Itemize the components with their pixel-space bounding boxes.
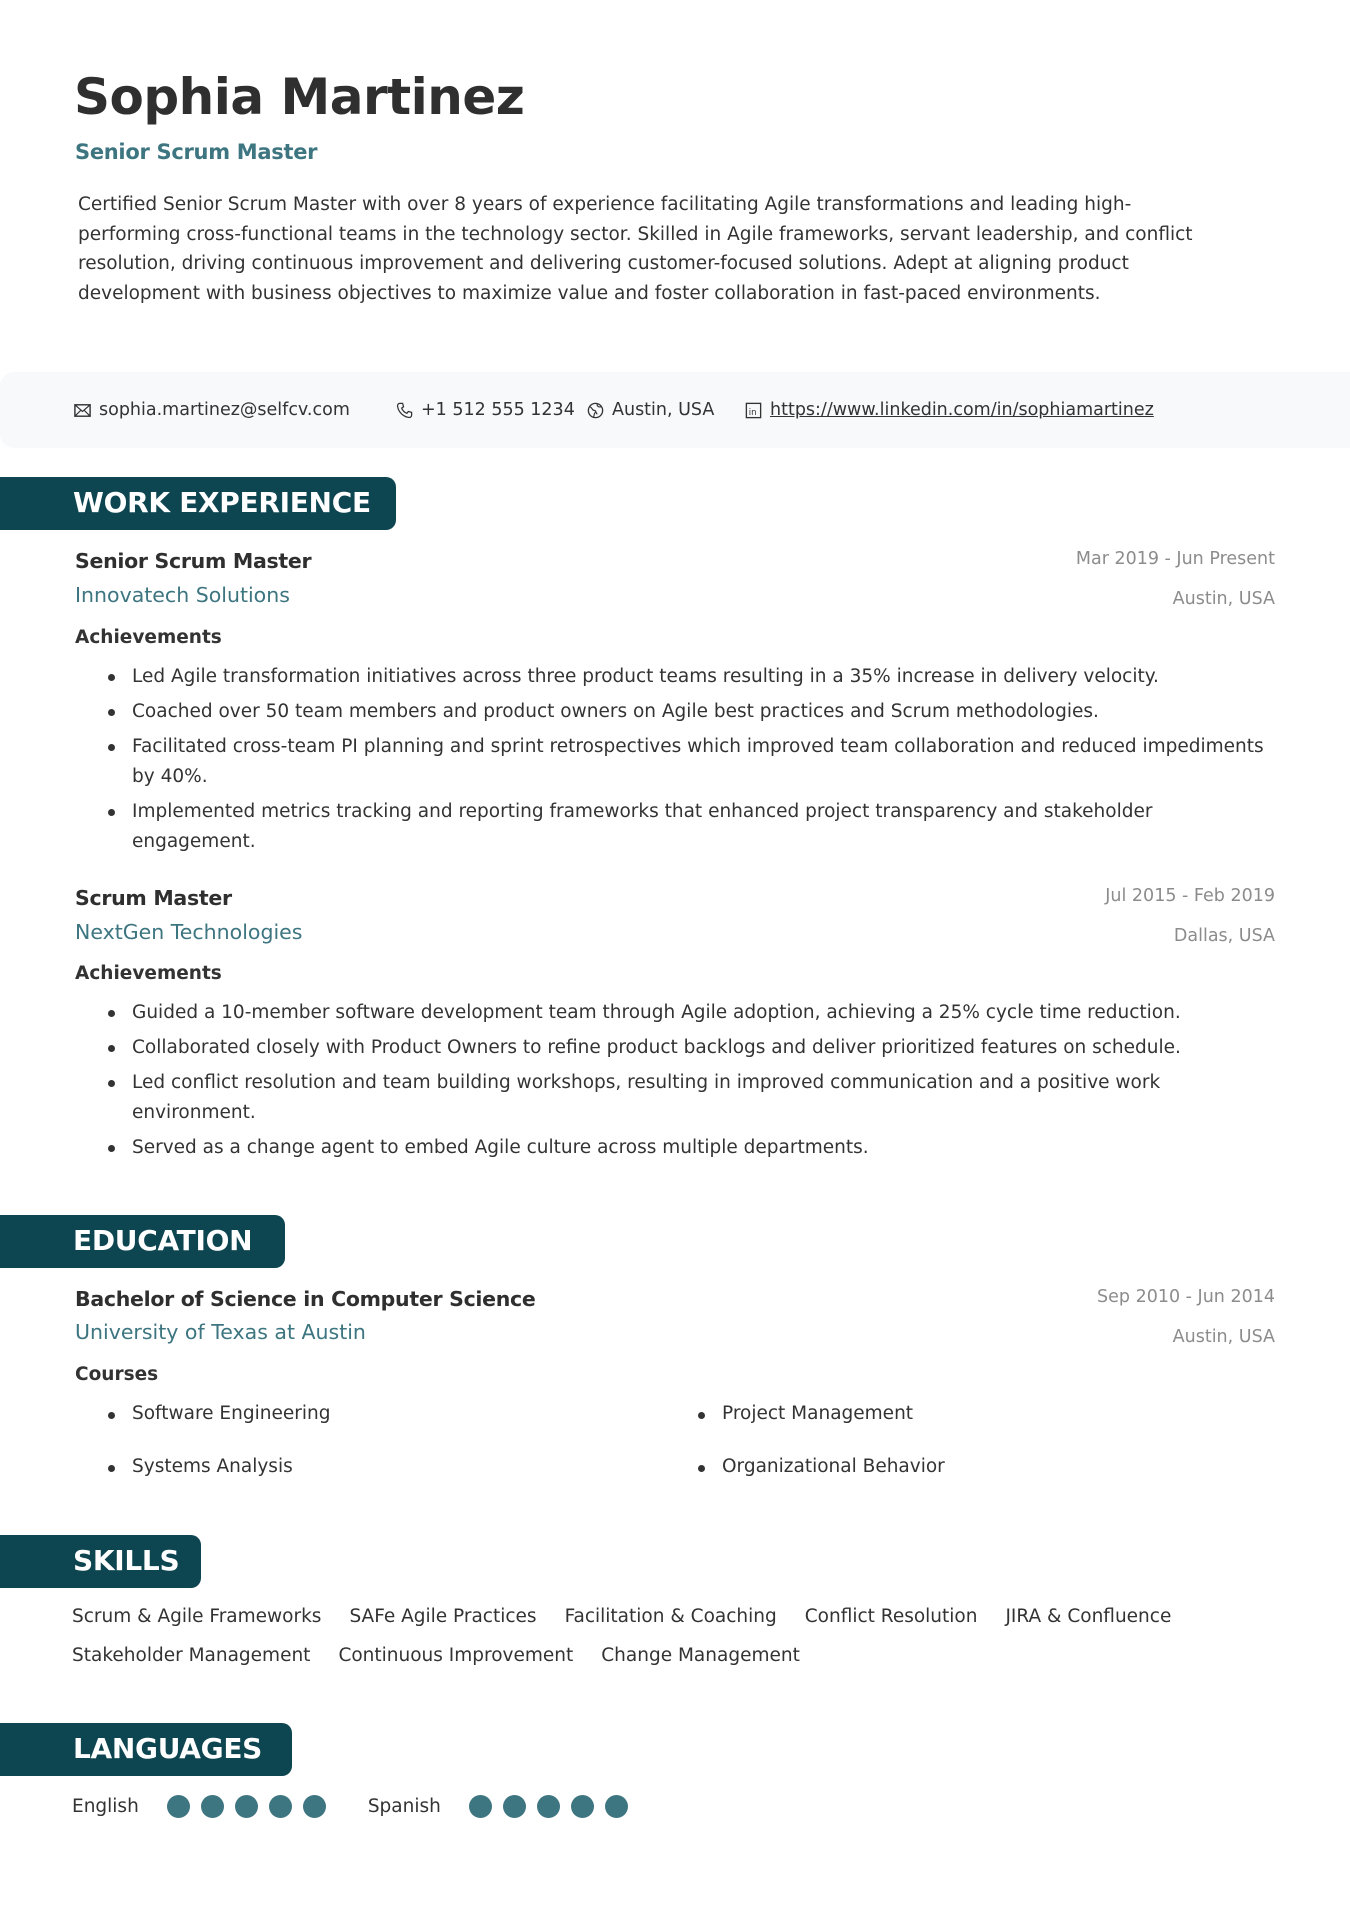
skills-row — [72, 1645, 800, 1666]
list-item: Guided a 10-member software development team through Agile adoption, achieving a 25% cycle time reduction. — [108, 998, 1278, 1028]
skill-item: Scrum & Agile Frameworks — [72, 1606, 322, 1627]
section-header-education — [0, 1215, 285, 1268]
level-dot-icon — [235, 1795, 258, 1818]
skill-item: SAFe Agile Practices — [349, 1606, 537, 1627]
school-name: University of Texas at Austin — [75, 1320, 366, 1344]
list-item: Served as a change agent to embed Agile culture across multiple departments. — [108, 1133, 1278, 1163]
linkedin-link[interactable]: https://www.linkedin.com/in/sophiamartinez — [770, 400, 1154, 420]
language-level-spanish — [469, 1795, 628, 1818]
section-title: SKILLS — [73, 1544, 180, 1577]
skill-item: Change Management — [601, 1645, 800, 1666]
achievements-list — [108, 998, 1278, 1163]
course-item: Software Engineering — [108, 1403, 330, 1424]
skill-item: Facilitation & Coaching — [564, 1606, 777, 1627]
skills-row — [72, 1606, 1171, 1627]
achievements-label: Achievements — [75, 627, 222, 648]
level-dot-icon — [469, 1795, 492, 1818]
job-title: Scrum Master — [75, 886, 232, 910]
course-item: Systems Analysis — [108, 1456, 293, 1477]
education-location: Austin, USA — [1172, 1327, 1275, 1347]
list-item: Coached over 50 team members and product owners on Agile best practices and Scrum methodologies. — [108, 697, 1278, 727]
course-item: Organizational Behavior — [698, 1456, 945, 1477]
skill-item: Continuous Improvement — [338, 1645, 574, 1666]
degree-title: Bachelor of Science in Computer Science — [75, 1287, 536, 1311]
language-name: Spanish — [367, 1796, 441, 1817]
phone-icon — [395, 401, 414, 420]
job-dates: Mar 2019 - Jun Present — [1075, 549, 1275, 569]
level-dot-icon — [571, 1795, 594, 1818]
level-dot-icon — [605, 1795, 628, 1818]
section-header-work-experience — [0, 477, 396, 530]
contact-phone[interactable] — [395, 398, 575, 422]
section-header-skills — [0, 1535, 201, 1588]
profile-summary: Certified Senior Scrum Master with over 8 years of experience facilitating Agile transformations and leading high-performing cross-functional teams in the technology sector. Skilled in Agile frameworks, servant leadership, and conflict resolution, driving continuous improvement and delivering customer-focused solutions. Adept at aligning product development with business objectives to maximize value and foster collaboration in fast-paced environments. — [78, 194, 1193, 305]
level-dot-icon — [303, 1795, 326, 1818]
contact-linkedin[interactable] — [744, 398, 1154, 422]
list-item: Facilitated cross-team PI planning and sprint retrospectives which improved team collaboration and reduced impediments by 40%. — [108, 732, 1278, 791]
language-name: English — [72, 1796, 139, 1817]
job-company: NextGen Technologies — [75, 920, 303, 944]
list-item: Implemented metrics tracking and reporting frameworks that enhanced project transparency and stakeholder engagement. — [108, 797, 1278, 856]
job-company: Innovatech Solutions — [75, 583, 290, 607]
candidate-role: Senior Scrum Master — [75, 140, 318, 164]
section-title: EDUCATION — [73, 1224, 253, 1257]
svg-text:in: in — [748, 407, 757, 418]
list-item: Collaborated closely with Product Owners to refine product backlogs and deliver prioritized features on schedule. — [108, 1033, 1278, 1063]
email-text: sophia.martinez@selfcv.com — [99, 400, 350, 420]
courses-label: Courses — [75, 1364, 159, 1385]
education-dates: Sep 2010 - Jun 2014 — [1097, 1287, 1275, 1307]
level-dot-icon — [537, 1795, 560, 1818]
list-item: Led Agile transformation initiatives across three product teams resulting in a 35% increase in delivery velocity. — [108, 662, 1278, 692]
candidate-name: Sophia Martinez — [74, 68, 525, 126]
achievements-list — [108, 662, 1278, 857]
globe-icon — [586, 401, 605, 420]
languages-row — [72, 1795, 670, 1818]
level-dot-icon — [269, 1795, 292, 1818]
level-dot-icon — [201, 1795, 224, 1818]
level-dot-icon — [167, 1795, 190, 1818]
contact-email[interactable] — [73, 398, 350, 422]
contact-location — [586, 398, 714, 422]
job-dates: Jul 2015 - Feb 2019 — [1105, 886, 1275, 906]
section-header-languages — [0, 1723, 292, 1776]
job-location: Austin, USA — [1172, 589, 1275, 609]
envelope-icon — [73, 401, 92, 420]
skill-item: Stakeholder Management — [72, 1645, 311, 1666]
course-item: Project Management — [698, 1403, 913, 1424]
skill-item: Conflict Resolution — [804, 1606, 978, 1627]
job-title: Senior Scrum Master — [75, 549, 312, 573]
section-title: WORK EXPERIENCE — [73, 486, 371, 519]
phone-text: +1 512 555 1234 — [421, 400, 575, 420]
location-text: Austin, USA — [612, 400, 715, 420]
job-location: Dallas, USA — [1173, 926, 1275, 946]
language-level-english — [167, 1795, 326, 1818]
level-dot-icon — [503, 1795, 526, 1818]
skill-item: JIRA & Confluence — [1005, 1606, 1172, 1627]
linkedin-icon — [744, 401, 763, 420]
section-title: LANGUAGES — [73, 1732, 263, 1765]
list-item: Led conflict resolution and team building workshops, resulting in improved communication and a positive work environment. — [108, 1068, 1278, 1127]
achievements-label: Achievements — [75, 963, 222, 984]
